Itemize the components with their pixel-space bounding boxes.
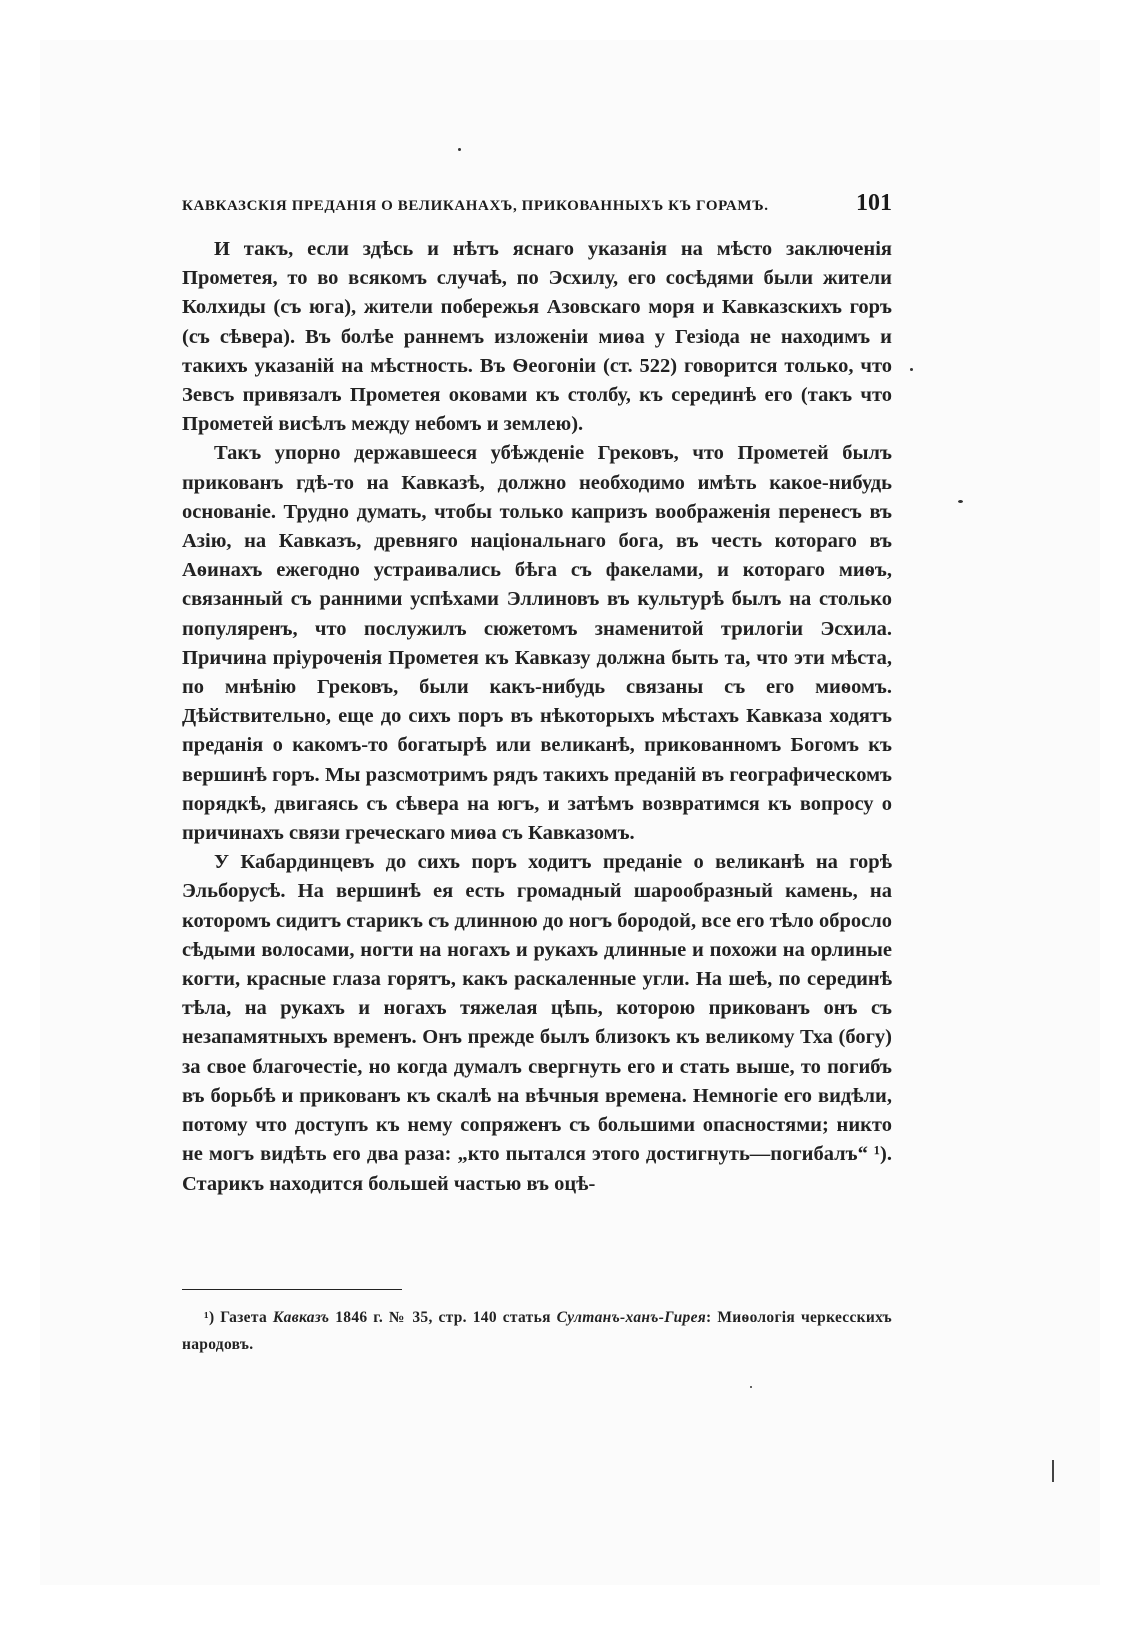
footnote-newspaper: Кавказъ xyxy=(272,1309,330,1326)
footnote xyxy=(182,1304,892,1358)
scan-speck xyxy=(958,500,963,503)
paragraph-3: У Кабардинцевъ до сихъ поръ ходитъ преданіе о великанѣ на горѣ Эльборусѣ. На вершинѣ ея есть громадный шарообразный камень, на которомъ сидитъ старикъ съ длинною до ногъ бородой, все его тѣло обросло сѣдыми волосами, ногти на ногахъ и рукахъ длинные и похожи на орлиные когти, красные глаза горятъ, какъ раскаленные угли. На шеѣ, по серединѣ тѣла, на рукахъ и ногахъ тяжелая цѣпь, которою прикованъ онъ съ незапамятныхъ временъ. Онъ прежде былъ близокъ къ великому Тха (богу) за свое благочестіе, но когда думалъ свергнуть его и стать выше, то погибъ въ борьбѣ и прикованъ къ скалѣ на вѣчныя времена. Немногіе его видѣли, потому что доступъ къ нему сопряженъ съ большими опасностями; никто не могъ видѣть его два раза: „кто пытался этого достигнуть—погибалъ“ ¹). Старикъ находится большей частью въ оцѣ- xyxy=(182,851,892,1195)
footnote-rule xyxy=(182,1289,402,1290)
footnote-marker: ¹) xyxy=(204,1309,215,1326)
body-text xyxy=(182,235,892,1199)
footnote-text-middle: 1846 г. № 35, стр. 140 статья xyxy=(335,1309,551,1326)
footnote-text-after: : Миѳологія черкесскихъ народовъ. xyxy=(182,1309,892,1353)
page-number: 101 xyxy=(856,190,892,216)
paragraph-1: И такъ, если здѣсь и нѣтъ яснаго указанія на мѣсто заключенія Прометея, то во всякомъ случаѣ, по Эсхилу, его сосѣдями были жители Колхиды (съ юга), жители побережья Азовскаго моря и Кавказскихъ горъ (съ сѣвера). Въ болѣе раннемъ изложеніи миѳа у Гезіода не находимъ и такихъ указаній на мѣстность. Въ Ѳеогоніи (ст. 522) говорится только, что Зевсъ привязалъ Прометея оковами къ столбу, къ серединѣ его (такъ что Прометей висѣлъ между небомъ и землею). xyxy=(182,238,892,436)
scan-edge-line xyxy=(1052,1460,1054,1482)
footnote-author: Султанъ-ханъ-Гирея xyxy=(556,1309,707,1326)
page-header xyxy=(182,190,892,217)
scan-speck xyxy=(750,1386,752,1388)
scan-speck xyxy=(910,368,913,371)
paragraph-2: Такъ упорно державшееся убѣжденіе Грековъ, что Прометей былъ прикованъ гдѣ-то на Кавказѣ, должно необходимо имѣть какое-нибудь основаніе. Трудно думать, чтобы только капризъ воображенія перенесъ въ Азію, на Кавказъ, древняго національнаго бога, въ честь котораго въ Аѳинахъ ежегодно устраивались бѣга съ факелами, и котораго миѳъ, связанный съ ранними успѣхами Эллиновъ въ культурѣ былъ на столько популяренъ, что послужилъ сюжетомъ знаменитой трилогіи Эсхила. Причина пріуроченія Прометея къ Кавказу должна быть та, что эти мѣста, по мнѣнію Грековъ, были какъ-нибудь связаны съ его миѳомъ. Дѣйствительно, еще до сихъ поръ въ нѣкоторыхъ мѣстахъ Кавказа ходятъ преданія о какомъ-то богатырѣ или великанѣ, прикованномъ Богомъ къ вершинѣ горъ. Мы разсмотримъ рядъ такихъ преданій въ географическомъ порядкѣ, двигаясь съ сѣвера на югъ, и затѣмъ возвратимся къ вопросу о причинахъ связи греческаго миѳа съ Кавказомъ. xyxy=(182,442,892,845)
running-head: КАВКАЗСКІЯ ПРЕДАНІЯ О ВЕЛИКАНАХЪ, ПРИКОВАННЫХЪ КЪ ГОРАМЪ. xyxy=(182,198,769,214)
footnote-text-before: Газета xyxy=(220,1309,267,1326)
scan-speck xyxy=(458,148,461,151)
